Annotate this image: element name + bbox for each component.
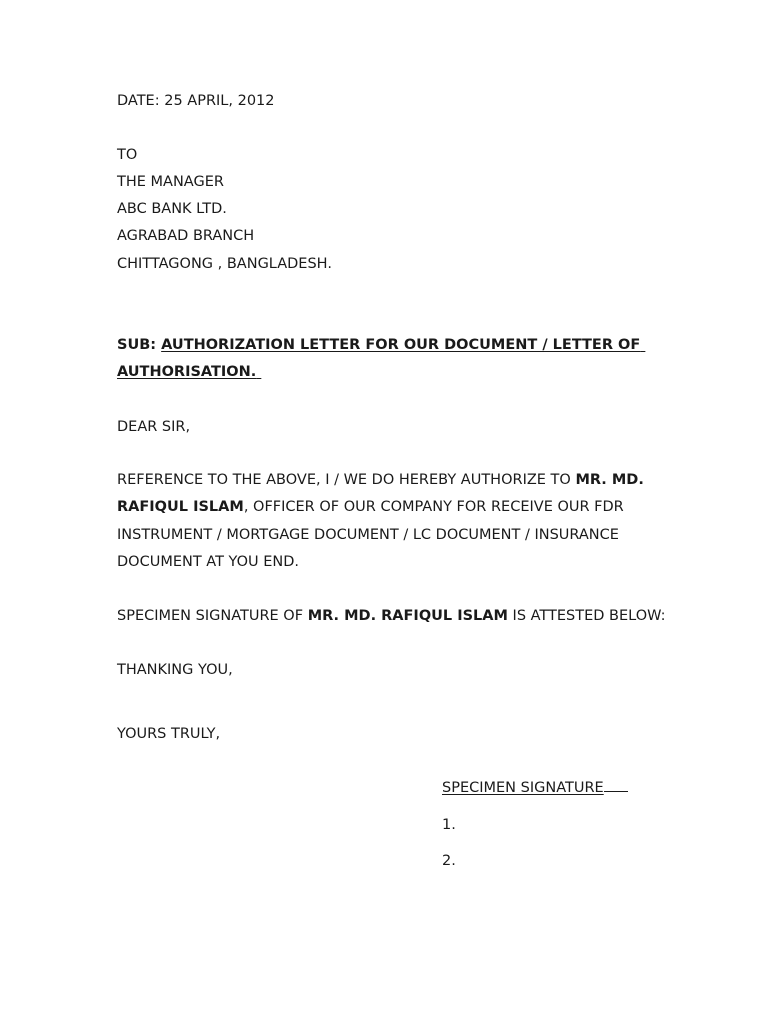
body-text: SPECIMEN SIGNATURE OF xyxy=(117,608,308,624)
body-paragraph-1-line-4: DOCUMENT AT YOU END. xyxy=(117,554,300,570)
authorized-person-name-part-2: RAFIQUL ISLAM xyxy=(117,499,244,515)
subject-line-1 xyxy=(117,335,645,355)
letter-date: DATE: 25 APRIL, 2012 xyxy=(117,93,275,109)
body-text: , OFFICER OF OUR COMPANY FOR RECEIVE OUR FDR xyxy=(243,499,624,515)
specimen-signature-heading-text: SPECIMEN SIGNATURE xyxy=(442,780,604,796)
body-paragraph-1-line-3: INSTRUMENT / MORTGAGE DOCUMENT / LC DOCUMENT / INSURANCE xyxy=(117,527,619,543)
subject-title-part-2: AUTHORISATION. xyxy=(117,364,257,380)
body-text: REFERENCE TO THE ABOVE, I / WE DO HEREBY AUTHORIZE TO xyxy=(117,472,576,488)
recipient-branch: AGRABAD BRANCH xyxy=(117,228,255,244)
recipient-to: TO xyxy=(117,147,138,163)
specimen-signature-heading xyxy=(442,778,628,798)
closing-thanks: THANKING YOU, xyxy=(117,662,233,678)
salutation: DEAR SIR, xyxy=(117,419,191,435)
recipient-bank: ABC BANK LTD. xyxy=(117,201,227,217)
body-text: IS ATTESTED BELOW: xyxy=(507,608,666,624)
body-paragraph-1-line-2 xyxy=(117,497,624,517)
subject-title-part-1: AUTHORIZATION LETTER FOR OUR DOCUMENT / LETTER OF xyxy=(161,337,641,353)
body-paragraph-1-line-1 xyxy=(117,470,644,490)
subject-line-2 xyxy=(117,362,261,382)
closing-yours-truly: YOURS TRULY, xyxy=(117,726,221,742)
subject-prefix: SUB: xyxy=(117,337,157,353)
recipient-manager: THE MANAGER xyxy=(117,174,224,190)
signature-item-2: 2. xyxy=(442,853,456,869)
recipient-city: CHITTAGONG , BANGLADESH. xyxy=(117,256,332,272)
specimen-person-name: MR. MD. RAFIQUL ISLAM xyxy=(307,608,508,624)
signature-item-1: 1. xyxy=(442,817,456,833)
authorized-person-name-part-1: MR. MD. xyxy=(575,472,644,488)
body-paragraph-2 xyxy=(117,606,666,626)
